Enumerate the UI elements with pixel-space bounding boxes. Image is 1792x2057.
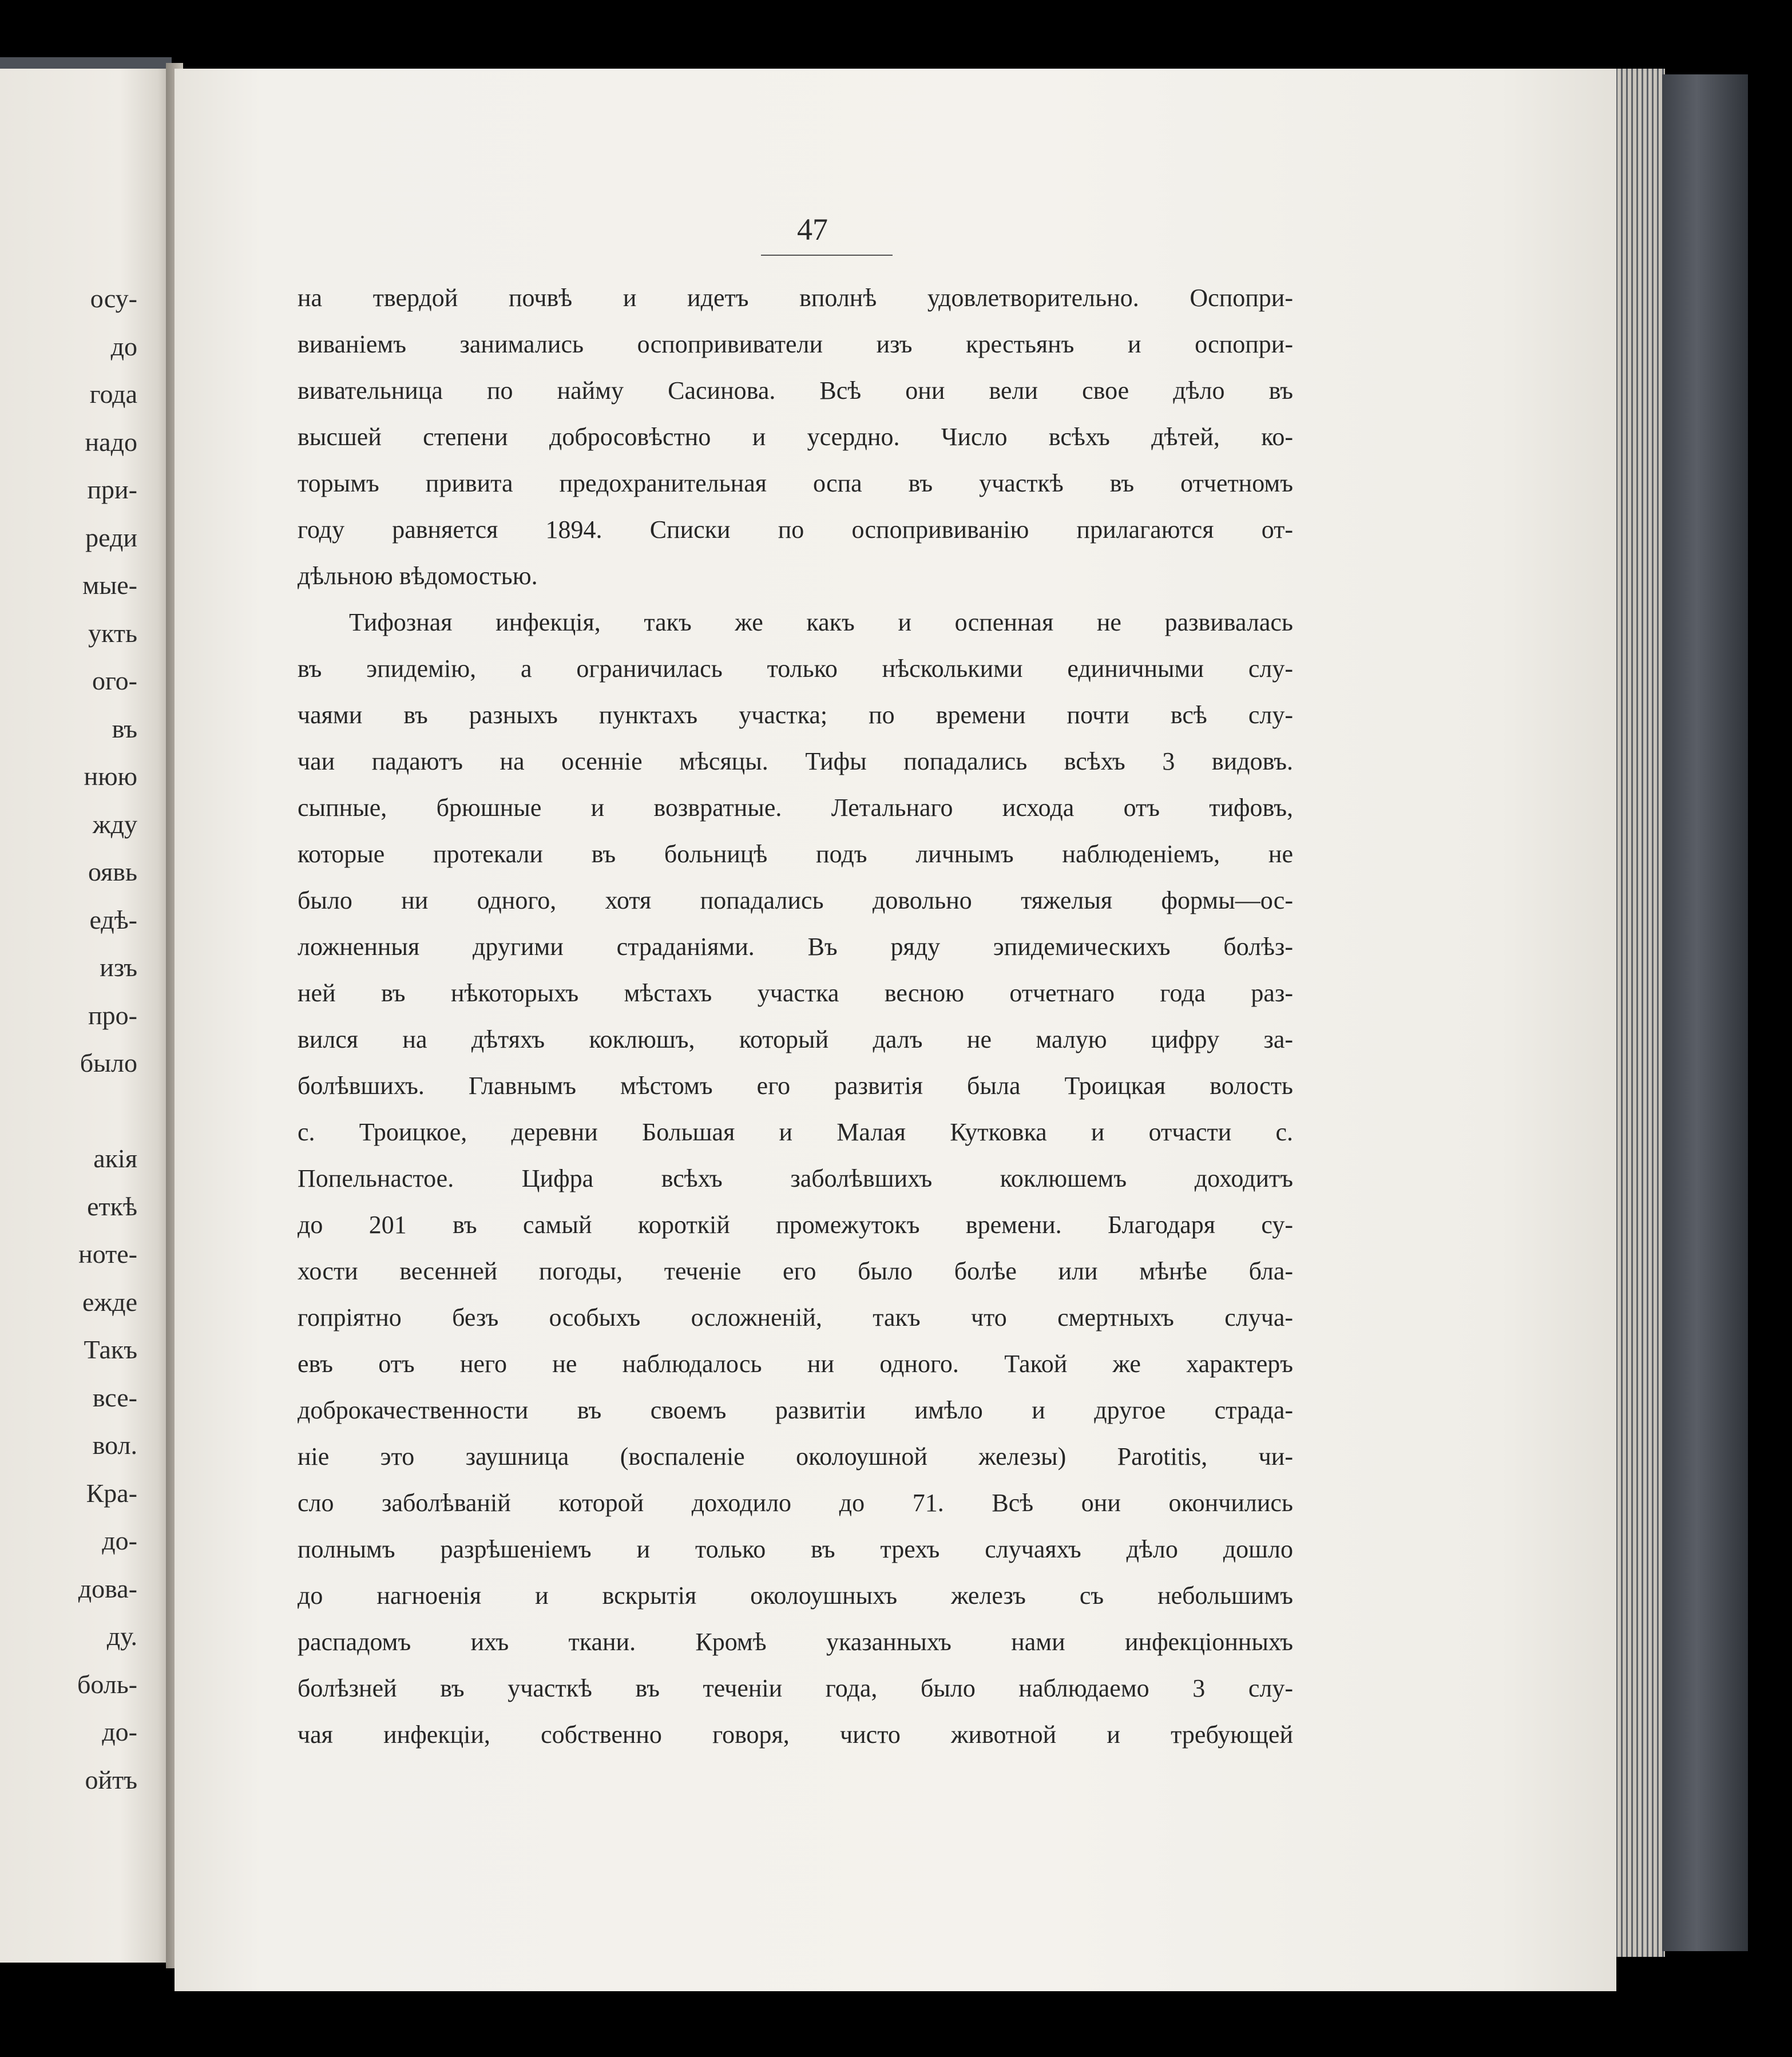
left-fragment: все- <box>92 1382 137 1412</box>
text-line: сыпные, брюшные и возвратные. Летальнаго исхода отъ тифовъ, <box>298 794 1293 822</box>
text-line: году равняется 1894. Списки по оспопрививанію прилагаются от- <box>298 516 1293 544</box>
left-fragment <box>0 1087 137 1135</box>
left-page-text-fragments <box>0 275 137 1804</box>
text-line: евъ отъ него не наблюдалось ни одного. Такой же характеръ <box>298 1350 1293 1378</box>
text-line: Попельнастое. Цифра всѣхъ заболѣвшихъ коклюшемъ доходитъ <box>298 1164 1293 1192</box>
left-fragment: до- <box>102 1526 137 1555</box>
left-fragment: укть <box>88 618 137 648</box>
page-body-text <box>298 275 1293 1758</box>
text-line: чаями въ разныхъ пунктахъ участка; по времени почти всѣ слу- <box>298 701 1293 729</box>
page-number-rule <box>761 255 893 256</box>
text-line: въ эпидемію, а ограничилась только нѣсколькими единичными слу- <box>298 655 1293 683</box>
text-line: виваніемъ занимались оспопрививатели изъ крестьянъ и оспопри- <box>298 330 1293 358</box>
paragraph-start-line: Тифозная инфекція, такъ же какъ и оспенная не развивалась <box>349 608 1293 636</box>
left-fragment: ду. <box>106 1622 137 1651</box>
left-fragment: нюю <box>84 762 137 791</box>
left-fragment: ежде <box>82 1287 137 1317</box>
book-cover-right <box>1662 74 1748 1951</box>
text-line: на твердой почвѣ и идетъ вполнѣ удовлетворительно. Оспопри- <box>298 284 1293 312</box>
left-fragment: реди <box>85 522 137 552</box>
left-fragment: оявь <box>88 857 137 886</box>
left-fragment: вол. <box>92 1430 137 1460</box>
left-fragment: жду <box>92 809 137 839</box>
text-line: полнымъ разрѣшеніемъ и только въ трехъ случаяхъ дѣло дошло <box>298 1535 1293 1563</box>
text-line: распадомъ ихъ ткани. Кромѣ указанныхъ нами инфекціонныхъ <box>298 1628 1293 1656</box>
text-line: торымъ привита предохранительная оспа въ участкѣ въ отчетномъ <box>298 469 1293 497</box>
left-fragment: ноте- <box>78 1239 137 1269</box>
text-line: доброкачественности въ своемъ развитіи имѣло и другое страда- <box>298 1396 1293 1424</box>
left-fragment: до <box>110 331 137 361</box>
left-fragment: еткѣ <box>87 1191 137 1221</box>
text-line: вивательница по найму Сасинова. Всѣ они вели свое дѣло въ <box>298 376 1293 405</box>
left-fragment: мые- <box>82 570 137 600</box>
text-line: ніе это заушница (воспаленіе околоушной железы) Parotitis, чи- <box>298 1442 1293 1471</box>
left-fragment: Такъ <box>84 1335 137 1364</box>
text-line: вился на дѣтяхъ коклюшъ, который далъ не малую цифру за- <box>298 1025 1293 1053</box>
text-line: высшей степени добросовѣстно и усердно. Число всѣхъ дѣтей, ко- <box>298 423 1293 451</box>
text-line: ложненныя другими страданіями. Въ ряду эпидемическихъ болѣз- <box>298 933 1293 961</box>
left-fragment: надо <box>85 427 137 457</box>
text-line: чаи падаютъ на осенніе мѣсяцы. Тифы попадались всѣхъ 3 видовъ. <box>298 747 1293 775</box>
left-fragment: изъ <box>100 953 137 982</box>
text-line: до нагноенія и вскрытія околоушныхъ железъ съ небольшимъ <box>298 1582 1293 1610</box>
left-fragment: дова- <box>78 1574 137 1603</box>
left-fragment: едѣ- <box>89 905 137 934</box>
text-line: дѣльною вѣдомостью. <box>298 562 538 590</box>
page-number: 47 <box>797 212 828 247</box>
left-fragment: акія <box>93 1144 137 1173</box>
text-line: хости весенней погоды, теченіе его было болѣе или мѣнѣе бла- <box>298 1257 1293 1285</box>
left-fragment: было <box>80 1048 137 1077</box>
left-fragment: боль- <box>77 1669 137 1699</box>
text-line: болѣзней въ участкѣ въ теченіи года, было наблюдаемо 3 слу- <box>298 1674 1293 1702</box>
left-fragment: до- <box>102 1717 137 1746</box>
text-line: которые протекали въ больницѣ подъ личнымъ наблюденіемъ, не <box>298 840 1293 868</box>
left-fragment: въ <box>112 714 137 743</box>
text-line: чая инфекціи, собственно говоря, чисто животной и требующей <box>298 1721 1293 1749</box>
left-fragment: про- <box>88 1000 137 1030</box>
text-line: ней въ нѣкоторыхъ мѣстахъ участка весною отчетнаго года раз- <box>298 979 1293 1007</box>
left-fragment: Кра- <box>86 1478 137 1508</box>
left-fragment: ого- <box>92 666 137 695</box>
left-fragment: при- <box>87 475 137 504</box>
left-fragment: года <box>89 379 137 409</box>
text-line: сло заболѣваній которой доходило до 71. Всѣ они окончились <box>298 1489 1293 1517</box>
left-fragment: ойтъ <box>85 1765 137 1794</box>
text-line: было ни одного, хотя попадались довольно тяжелыя формы—ос- <box>298 886 1293 914</box>
text-line: с. Троицкое, деревни Большая и Малая Кутковка и отчасти с. <box>298 1118 1293 1146</box>
text-line: гопріятно безъ особыхъ осложненій, такъ что смертныхъ случа- <box>298 1303 1293 1331</box>
left-fragment: осу- <box>90 284 137 313</box>
text-line: болѣвшихъ. Главнымъ мѣстомъ его развитія была Троицкая волость <box>298 1072 1293 1100</box>
text-line: до 201 въ самый короткій промежутокъ времени. Благодаря су- <box>298 1211 1293 1239</box>
